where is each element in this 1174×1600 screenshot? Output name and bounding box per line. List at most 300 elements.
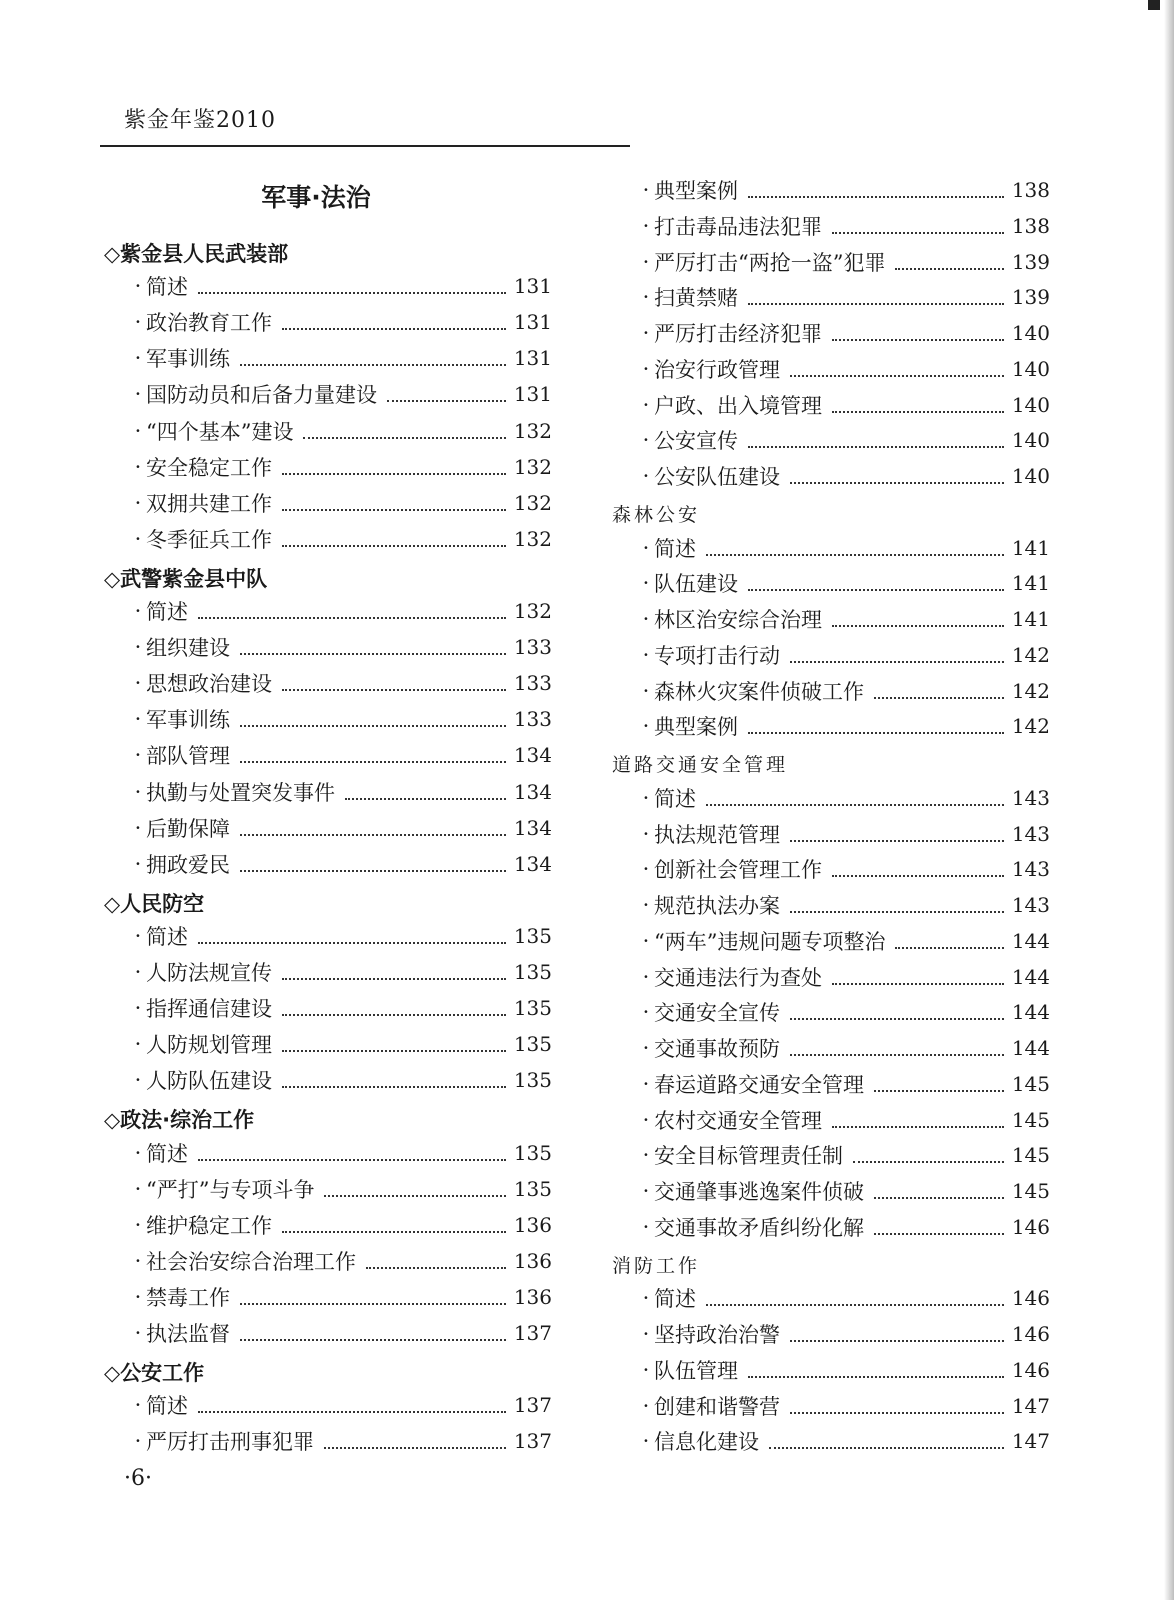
toc-entry[interactable] xyxy=(130,922,552,950)
toc-entry[interactable] xyxy=(130,778,552,806)
toc-entry[interactable] xyxy=(130,1427,552,1455)
toc-entry[interactable] xyxy=(638,1106,1050,1134)
toc-bullet: · xyxy=(134,1176,142,1201)
toc-bullet: · xyxy=(642,571,650,596)
toc-dot-leader xyxy=(706,1292,1004,1306)
toc-entry-page: 142 xyxy=(1011,714,1050,739)
toc-dot-leader xyxy=(874,685,1004,699)
toc-entry[interactable] xyxy=(638,319,1050,347)
toc-entry-label: 打击毒品违法犯罪 xyxy=(654,214,822,239)
toc-dot-leader xyxy=(282,1074,506,1088)
toc-entry-page: 132 xyxy=(513,490,552,515)
toc-entry-label: 交通事故矛盾纠纷化解 xyxy=(654,1215,864,1240)
toc-dot-leader xyxy=(790,470,1004,484)
toc-group-heading: ◇武警紫金县中队 xyxy=(104,566,268,591)
toc-entry-label: 队伍管理 xyxy=(654,1358,738,1383)
toc-entry-label: 交通事故预防 xyxy=(654,1037,780,1061)
toc-bullet: · xyxy=(134,1393,142,1418)
header-rule xyxy=(100,145,630,147)
toc-entry-label: 拥政爱民 xyxy=(146,852,230,877)
toc-entry-label: 公安队伍建设 xyxy=(654,465,780,489)
toc-entry[interactable] xyxy=(638,641,1050,669)
toc-dot-leader xyxy=(240,749,506,763)
toc-entry[interactable] xyxy=(130,994,552,1022)
toc-entry-page: 131 xyxy=(513,310,552,335)
toc-entry[interactable] xyxy=(130,1030,552,1058)
toc-group-heading: 森林公安 xyxy=(612,503,701,526)
toc-entry-page: 136 xyxy=(513,1248,552,1273)
toc-entry[interactable] xyxy=(638,462,1050,490)
toc-bullet: · xyxy=(134,382,142,407)
toc-dot-leader xyxy=(198,1399,506,1413)
toc-entry[interactable] xyxy=(638,1213,1050,1241)
toc-bullet: · xyxy=(134,346,142,371)
toc-bullet: · xyxy=(642,821,650,846)
toc-dot-leader xyxy=(832,327,1004,341)
toc-entry[interactable] xyxy=(130,1319,552,1347)
toc-bullet: · xyxy=(642,1286,650,1311)
toc-bullet: · xyxy=(134,526,142,551)
toc-entry[interactable] xyxy=(638,534,1050,562)
toc-entry[interactable] xyxy=(638,1356,1050,1384)
toc-dot-leader xyxy=(324,1183,505,1197)
toc-entry[interactable] xyxy=(130,272,552,300)
toc-dot-leader xyxy=(832,863,1004,877)
toc-entry[interactable] xyxy=(130,380,552,408)
toc-entry-page: 136 xyxy=(513,1212,552,1237)
toc-entry[interactable] xyxy=(638,1320,1050,1348)
toc-entry-page: 131 xyxy=(513,274,552,299)
toc-bullet: · xyxy=(642,1214,650,1239)
toc-entry[interactable] xyxy=(130,308,552,336)
toc-dot-leader xyxy=(790,1006,1004,1020)
toc-bullet: · xyxy=(642,893,650,917)
toc-entry-label: 严厉打击刑事犯罪 xyxy=(146,1430,314,1455)
toc-dot-leader xyxy=(366,1255,506,1269)
toc-entry-page: 133 xyxy=(513,635,552,660)
toc-entry-page: 132 xyxy=(513,526,552,551)
toc-entry-label: 信息化建设 xyxy=(654,1430,759,1455)
toc-bullet: · xyxy=(134,1212,142,1237)
toc-entry-page: 137 xyxy=(513,1429,552,1454)
toc-entry[interactable] xyxy=(638,927,1050,955)
toc-entry-label: 典型案例 xyxy=(654,715,738,740)
toc-entry-label: 安全稳定工作 xyxy=(146,455,272,480)
toc-entry[interactable] xyxy=(638,283,1050,311)
toc-dot-leader xyxy=(748,577,1004,591)
toc-entry-page: 143 xyxy=(1011,785,1050,810)
toc-dot-leader xyxy=(240,713,506,727)
running-header: 紫金年鉴2010 xyxy=(124,108,276,133)
toc-entry[interactable] xyxy=(638,1070,1050,1098)
toc-bullet: · xyxy=(642,928,650,953)
toc-group-heading: ◇紫金县人民武装部 xyxy=(104,242,289,266)
toc-bullet: · xyxy=(134,310,142,335)
toc-entry-label: 简述 xyxy=(146,1141,188,1166)
toc-bullet: · xyxy=(642,1071,650,1096)
toc-entry-label: 简述 xyxy=(146,275,188,300)
toc-entry-page: 141 xyxy=(1011,571,1050,596)
toc-entry-label: “两车”违规问题专项整治 xyxy=(654,929,886,954)
toc-dot-leader xyxy=(303,425,505,439)
toc-entry-label: 政治教育工作 xyxy=(146,311,272,336)
toc-dot-leader xyxy=(790,1328,1004,1342)
toc-entry-label: 户政、出入境管理 xyxy=(654,393,822,418)
toc-bullet: · xyxy=(642,1036,650,1060)
toc-entry[interactable] xyxy=(130,1391,552,1419)
toc-bullet: · xyxy=(134,960,142,984)
toc-entry-page: 144 xyxy=(1011,964,1050,989)
toc-entry-page: 146 xyxy=(1011,1322,1050,1346)
toc-entry-label: 人防规划管理 xyxy=(146,1033,272,1058)
toc-dot-leader xyxy=(198,605,506,619)
toc-bullet: · xyxy=(134,707,142,732)
toc-entry[interactable] xyxy=(638,605,1050,633)
toc-entry-page: 139 xyxy=(1011,249,1050,274)
toc-entry-page: 135 xyxy=(513,923,552,948)
toc-entry-label: 执勤与处置突发事件 xyxy=(146,780,335,805)
toc-entry-page: 131 xyxy=(513,346,552,371)
toc-dot-leader xyxy=(706,542,1004,556)
toc-bullet: · xyxy=(642,607,650,631)
toc-entry[interactable] xyxy=(638,784,1050,812)
toc-entry-label: 安全目标管理责任制 xyxy=(654,1144,843,1169)
toc-entry-page: 146 xyxy=(1011,1286,1050,1311)
toc-entry-label: 队伍建设 xyxy=(654,572,738,597)
toc-entry[interactable] xyxy=(638,1141,1050,1169)
toc-dot-leader xyxy=(832,399,1004,413)
toc-entry-label: 创新社会管理工作 xyxy=(654,858,822,883)
toc-group-heading: ◇人民防空 xyxy=(104,891,205,916)
toc-dot-leader xyxy=(874,1078,1004,1092)
toc-entry[interactable] xyxy=(638,963,1050,991)
toc-dot-leader xyxy=(282,1219,506,1233)
toc-bullet: · xyxy=(642,321,650,345)
toc-dot-leader xyxy=(198,1147,506,1161)
toc-entry-page: 143 xyxy=(1011,893,1050,917)
toc-entry-page: 134 xyxy=(513,851,552,876)
toc-dot-leader xyxy=(282,533,506,547)
toc-entry[interactable] xyxy=(638,355,1050,383)
toc-entry-label: 人防队伍建设 xyxy=(146,1069,272,1094)
toc-entry-label: 简述 xyxy=(654,536,696,561)
toc-entry-label: 规范执法办案 xyxy=(654,894,780,918)
toc-bullet: · xyxy=(642,535,650,560)
toc-dot-leader xyxy=(282,461,506,475)
toc-entry-page: 134 xyxy=(513,815,552,840)
toc-entry-page: 133 xyxy=(513,671,552,696)
toc-dot-leader xyxy=(853,1149,1004,1163)
toc-entry-page: 144 xyxy=(1011,1036,1050,1060)
toc-entry-label: 禁毒工作 xyxy=(146,1285,230,1310)
toc-entry-page: 140 xyxy=(1011,464,1050,488)
toc-dot-leader xyxy=(198,280,506,294)
toc-group-heading: 道路交通安全管理 xyxy=(612,754,789,776)
toc-entry-label: 交通肇事逃逸案件侦破 xyxy=(654,1180,864,1204)
toc-entry[interactable] xyxy=(638,176,1050,204)
toc-dot-leader xyxy=(282,1038,506,1052)
toc-dot-leader xyxy=(832,613,1004,627)
toc-dot-leader xyxy=(748,184,1004,198)
toc-entry-label: 简述 xyxy=(654,1287,696,1312)
toc-entry-label: 创建和谐警营 xyxy=(654,1394,780,1419)
toc-entry-page: 135 xyxy=(513,996,552,1021)
toc-bullet: · xyxy=(642,1179,650,1203)
toc-entry-label: 军事训练 xyxy=(146,347,230,372)
toc-entry[interactable] xyxy=(638,1034,1050,1062)
toc-dot-leader xyxy=(282,497,506,511)
toc-entry[interactable] xyxy=(638,391,1050,419)
toc-entry-label: 典型案例 xyxy=(654,179,738,203)
toc-entry[interactable] xyxy=(638,569,1050,597)
toc-bullet: · xyxy=(642,1107,650,1132)
toc-dot-leader xyxy=(387,388,506,402)
toc-dot-leader xyxy=(748,291,1004,305)
toc-group-heading: ◇政法·综治工作 xyxy=(104,1108,255,1133)
toc-entry-page: 135 xyxy=(513,960,552,984)
toc-entry-label: 治安行政管理 xyxy=(654,357,780,382)
scan-edge-mark xyxy=(1148,0,1160,10)
toc-bullet: · xyxy=(134,1248,142,1273)
toc-entry-page: 141 xyxy=(1011,607,1050,631)
toc-dot-leader xyxy=(282,966,506,980)
toc-entry[interactable] xyxy=(130,958,552,986)
toc-entry-page: 140 xyxy=(1011,356,1050,381)
toc-entry-label: 社会治安综合治理工作 xyxy=(146,1249,356,1274)
toc-dot-leader xyxy=(832,220,1004,234)
toc-bullet: · xyxy=(642,213,650,238)
toc-bullet: · xyxy=(134,454,142,479)
toc-entry-label: 简述 xyxy=(146,924,188,949)
toc-entry-page: 141 xyxy=(1011,535,1050,560)
toc-entry-page: 145 xyxy=(1011,1143,1050,1168)
toc-bullet: · xyxy=(642,1322,650,1346)
toc-bullet: · xyxy=(134,1429,142,1454)
toc-entry[interactable] xyxy=(638,712,1050,740)
toc-entry-label: 交通安全宣传 xyxy=(654,1001,780,1026)
toc-entry-label: 林区治安综合治理 xyxy=(654,608,822,632)
section-title: 军事·法治 xyxy=(261,183,371,212)
toc-dot-leader xyxy=(790,363,1004,377)
toc-entry-page: 143 xyxy=(1011,821,1050,846)
toc-dot-leader xyxy=(748,434,1004,448)
toc-bullet: · xyxy=(134,418,142,443)
toc-dot-leader xyxy=(198,930,506,944)
toc-entry-label: 简述 xyxy=(654,786,696,811)
toc-entry-label: 执法规范管理 xyxy=(654,822,780,847)
toc-entry-page: 137 xyxy=(513,1321,552,1345)
toc-dot-leader xyxy=(874,1185,1004,1199)
toc-entry-page: 139 xyxy=(1011,285,1050,310)
toc-entry[interactable] xyxy=(638,248,1050,276)
toc-entry[interactable] xyxy=(638,855,1050,883)
toc-entry-page: 132 xyxy=(513,418,552,443)
toc-bullet: · xyxy=(134,996,142,1021)
toc-entry-label: 简述 xyxy=(146,1394,188,1419)
toc-bullet: · xyxy=(134,1284,142,1309)
toc-dot-leader xyxy=(748,1364,1004,1378)
toc-dot-leader xyxy=(790,899,1004,913)
toc-dot-leader xyxy=(748,720,1004,734)
toc-bullet: · xyxy=(134,815,142,840)
toc-entry[interactable] xyxy=(130,1139,552,1167)
toc-entry[interactable] xyxy=(130,525,552,553)
toc-bullet: · xyxy=(642,1357,650,1382)
toc-entry-page: 140 xyxy=(1011,321,1050,345)
toc-entry[interactable] xyxy=(130,1247,552,1275)
scan-edge-shadow xyxy=(1164,0,1174,1600)
page-number: ·6· xyxy=(124,1466,152,1491)
toc-bullet: · xyxy=(134,490,142,515)
toc-entry-page: 140 xyxy=(1011,428,1050,453)
toc-dot-leader xyxy=(895,256,1003,270)
toc-entry-label: 扫黄禁赌 xyxy=(654,286,738,311)
toc-bullet: · xyxy=(134,1321,142,1345)
toc-bullet: · xyxy=(642,1000,650,1025)
toc-entry-page: 133 xyxy=(513,707,552,732)
toc-entry-page: 147 xyxy=(1011,1429,1050,1454)
toc-entry[interactable] xyxy=(130,850,552,878)
toc-bullet: · xyxy=(642,714,650,739)
toc-dot-leader xyxy=(790,649,1004,663)
toc-entry[interactable] xyxy=(638,1284,1050,1312)
toc-entry[interactable] xyxy=(130,705,552,733)
toc-entry-page: 144 xyxy=(1011,928,1050,953)
toc-entry[interactable] xyxy=(130,453,552,481)
toc-dot-leader xyxy=(240,858,506,872)
toc-entry[interactable] xyxy=(638,998,1050,1026)
toc-entry[interactable] xyxy=(130,417,552,445)
toc-entry-label: “四个基本”建设 xyxy=(146,419,294,444)
toc-entry[interactable] xyxy=(130,1211,552,1239)
toc-entry-label: 坚持政治治警 xyxy=(654,1323,780,1347)
toc-entry[interactable] xyxy=(130,597,552,625)
toc-dot-leader xyxy=(282,1002,506,1016)
toc-entry[interactable] xyxy=(130,1175,552,1203)
toc-dot-leader xyxy=(832,1114,1004,1128)
toc-bullet: · xyxy=(642,1393,650,1418)
toc-entry-page: 138 xyxy=(1011,213,1050,238)
toc-bullet: · xyxy=(134,779,142,804)
toc-bullet: · xyxy=(134,274,142,299)
toc-entry-label: 人防法规宣传 xyxy=(146,961,272,985)
toc-dot-leader xyxy=(790,1400,1004,1414)
toc-entry-label: 公安宣传 xyxy=(654,429,738,454)
toc-entry-page: 132 xyxy=(513,599,552,623)
toc-group-heading: 消防工作 xyxy=(612,1254,701,1277)
toc-bullet: · xyxy=(642,1429,650,1454)
toc-entry-page: 136 xyxy=(513,1284,552,1309)
toc-entry-label: “严打”与专项斗争 xyxy=(146,1177,315,1202)
toc-bullet: · xyxy=(642,178,650,202)
toc-entry[interactable] xyxy=(130,669,552,697)
toc-bullet: · xyxy=(642,785,650,810)
toc-dot-leader xyxy=(240,1327,506,1341)
toc-entry[interactable] xyxy=(130,344,552,372)
toc-dot-leader xyxy=(790,1042,1004,1056)
toc-entry[interactable] xyxy=(130,814,552,842)
toc-entry[interactable] xyxy=(638,891,1050,919)
toc-bullet: · xyxy=(134,1032,142,1057)
toc-entry[interactable] xyxy=(130,489,552,517)
toc-entry[interactable] xyxy=(638,212,1050,240)
toc-bullet: · xyxy=(134,635,142,660)
toc-entry-label: 专项打击行动 xyxy=(654,643,780,668)
toc-bullet: · xyxy=(134,599,142,623)
toc-entry-page: 134 xyxy=(513,743,552,768)
toc-entry[interactable] xyxy=(130,741,552,769)
toc-bullet: · xyxy=(642,392,650,417)
toc-entry-page: 147 xyxy=(1011,1393,1050,1418)
toc-bullet: · xyxy=(642,356,650,381)
toc-entry-page: 135 xyxy=(513,1140,552,1165)
toc-entry-label: 交通违法行为查处 xyxy=(654,965,822,990)
toc-entry-page: 145 xyxy=(1011,1179,1050,1203)
toc-bullet: · xyxy=(642,1143,650,1168)
toc-bullet: · xyxy=(134,851,142,876)
toc-entry-page: 135 xyxy=(513,1176,552,1201)
toc-entry-page: 142 xyxy=(1011,678,1050,703)
toc-dot-leader xyxy=(769,1435,1004,1449)
toc-entry-page: 138 xyxy=(1011,178,1050,202)
toc-entry-label: 思想政治建设 xyxy=(146,672,272,697)
toc-entry[interactable] xyxy=(130,633,552,661)
toc-entry-label: 指挥通信建设 xyxy=(146,997,272,1022)
toc-bullet: · xyxy=(134,743,142,768)
toc-entry-label: 维护稳定工作 xyxy=(146,1213,272,1238)
toc-dot-leader xyxy=(706,792,1004,806)
toc-group-heading: ◇公安工作 xyxy=(104,1361,205,1386)
toc-entry[interactable] xyxy=(638,820,1050,848)
toc-entry-label: 农村交通安全管理 xyxy=(654,1108,822,1133)
toc-entry[interactable] xyxy=(130,1283,552,1311)
toc-bullet: · xyxy=(642,642,650,667)
toc-entry-label: 春运道路交通安全管理 xyxy=(654,1072,864,1097)
toc-entry[interactable] xyxy=(638,426,1050,454)
toc-bullet: · xyxy=(134,1068,142,1093)
toc-entry[interactable] xyxy=(638,1392,1050,1420)
toc-entry-page: 145 xyxy=(1011,1071,1050,1096)
toc-bullet: · xyxy=(642,464,650,488)
toc-entry-page: 135 xyxy=(513,1068,552,1093)
toc-bullet: · xyxy=(134,1140,142,1165)
toc-entry-label: 组织建设 xyxy=(146,636,230,661)
toc-entry-page: 144 xyxy=(1011,1000,1050,1025)
toc-entry-page: 134 xyxy=(513,779,552,804)
toc-bullet: · xyxy=(642,249,650,274)
toc-entry-label: 简述 xyxy=(146,600,188,624)
toc-dot-leader xyxy=(790,828,1004,842)
toc-dot-leader xyxy=(874,1221,1004,1235)
toc-bullet: · xyxy=(642,964,650,989)
toc-entry-label: 冬季征兵工作 xyxy=(146,527,272,552)
toc-dot-leader xyxy=(282,316,506,330)
toc-entry[interactable] xyxy=(638,1177,1050,1205)
toc-bullet: · xyxy=(642,285,650,310)
toc-entry-label: 军事训练 xyxy=(146,708,230,733)
toc-bullet: · xyxy=(134,923,142,948)
toc-entry-label: 严厉打击经济犯罪 xyxy=(654,322,822,346)
toc-entry[interactable] xyxy=(638,677,1050,705)
toc-dot-leader xyxy=(240,352,506,366)
toc-entry-label: 国防动员和后备力量建设 xyxy=(146,383,377,408)
toc-entry-page: 135 xyxy=(513,1032,552,1057)
toc-dot-leader xyxy=(895,935,1003,949)
toc-entry[interactable] xyxy=(638,1427,1050,1455)
toc-dot-leader xyxy=(240,1291,506,1305)
toc-entry[interactable] xyxy=(130,1066,552,1094)
toc-entry-page: 132 xyxy=(513,454,552,479)
